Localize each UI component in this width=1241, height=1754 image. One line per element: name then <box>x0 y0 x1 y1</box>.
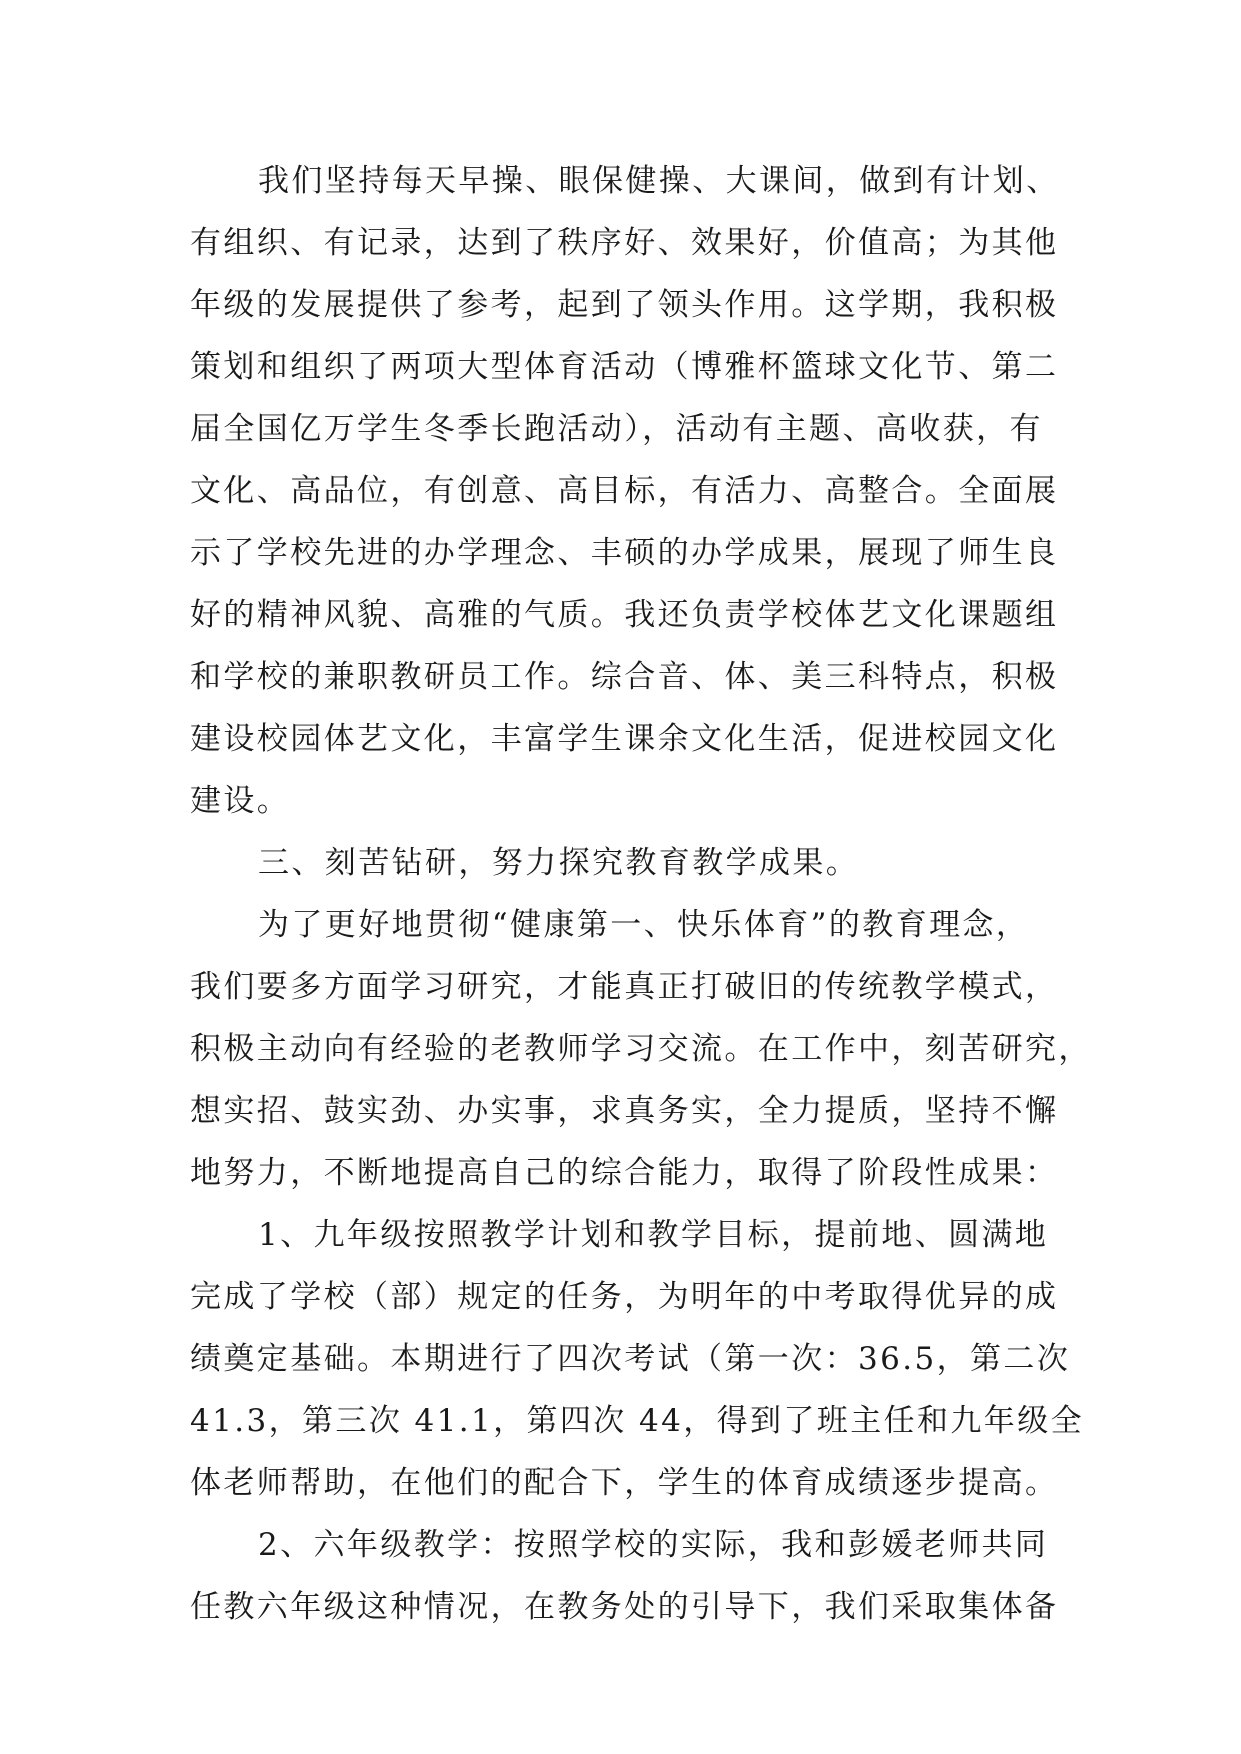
text-line: 积极主动向有经验的老教师学习交流。在工作中，刻苦研究， <box>190 1031 1092 1067</box>
text-line: 完成了学校（部）规定的任务，为明年的中考取得优异的成 <box>190 1279 1059 1315</box>
text-line: 好的精神风貌、高雅的气质。我还负责学校体艺文化课题组 <box>190 597 1059 633</box>
paragraph-first-line: 为了更好地贯彻“健康第一、快乐体育”的教育理念， <box>258 907 1030 943</box>
text-line: 任教六年级这种情况，在教务处的引导下，我们采取集体备 <box>190 1589 1059 1625</box>
text-line: 建设。 <box>190 783 291 819</box>
text-line: 策划和组织了两项大型体育活动（博雅杯篮球文化节、第二 <box>190 349 1059 385</box>
text-line: 届全国亿万学生冬季长跑活动），活动有主题、高收获，有 <box>190 411 1043 447</box>
text-line: 和学校的兼职教研员工作。综合音、体、美三科特点，积极 <box>190 659 1059 695</box>
text-line: 体老师帮助，在他们的配合下，学生的体育成绩逐步提高。 <box>190 1465 1059 1501</box>
text-line: 绩奠定基础。本期进行了四次考试（第一次：36.5，第二次 <box>190 1341 1071 1377</box>
paragraph-first-line: 1、九年级按照教学计划和教学目标，提前地、圆满地 <box>258 1217 1049 1253</box>
paragraph-first-line: 我们坚持每天早操、眼保健操、大课间，做到有计划、 <box>258 163 1060 199</box>
text-line: 年级的发展提供了参考，起到了领头作用。这学期，我积极 <box>190 287 1059 323</box>
text-line: 示了学校先进的办学理念、丰硕的办学成果，展现了师生良 <box>190 535 1059 571</box>
text-line: 地努力，不断地提高自己的综合能力，取得了阶段性成果： <box>190 1155 1059 1191</box>
text-line: 我们要多方面学习研究，才能真正打破旧的传统教学模式， <box>190 969 1059 1005</box>
text-line: 建设校园体艺文化，丰富学生课余文化生活，促进校园文化 <box>190 721 1059 757</box>
paragraph-first-line: 三、刻苦钻研，努力探究教育教学成果。 <box>258 845 860 881</box>
text-line: 文化、高品位，有创意、高目标，有活力、高整合。全面展 <box>190 473 1059 509</box>
paragraph-first-line: 2、六年级教学：按照学校的实际，我和彭媛老师共同 <box>258 1527 1049 1563</box>
text-line: 41.3，第三次 41.1，第四次 44，得到了班主任和九年级全 <box>190 1403 1084 1439</box>
text-line: 有组织、有记录，达到了秩序好、效果好，价值高；为其他 <box>190 225 1059 261</box>
text-line: 想实招、鼓实劲、办实事，求真务实，全力提质，坚持不懈 <box>190 1093 1059 1129</box>
document-body <box>190 150 1092 1638</box>
